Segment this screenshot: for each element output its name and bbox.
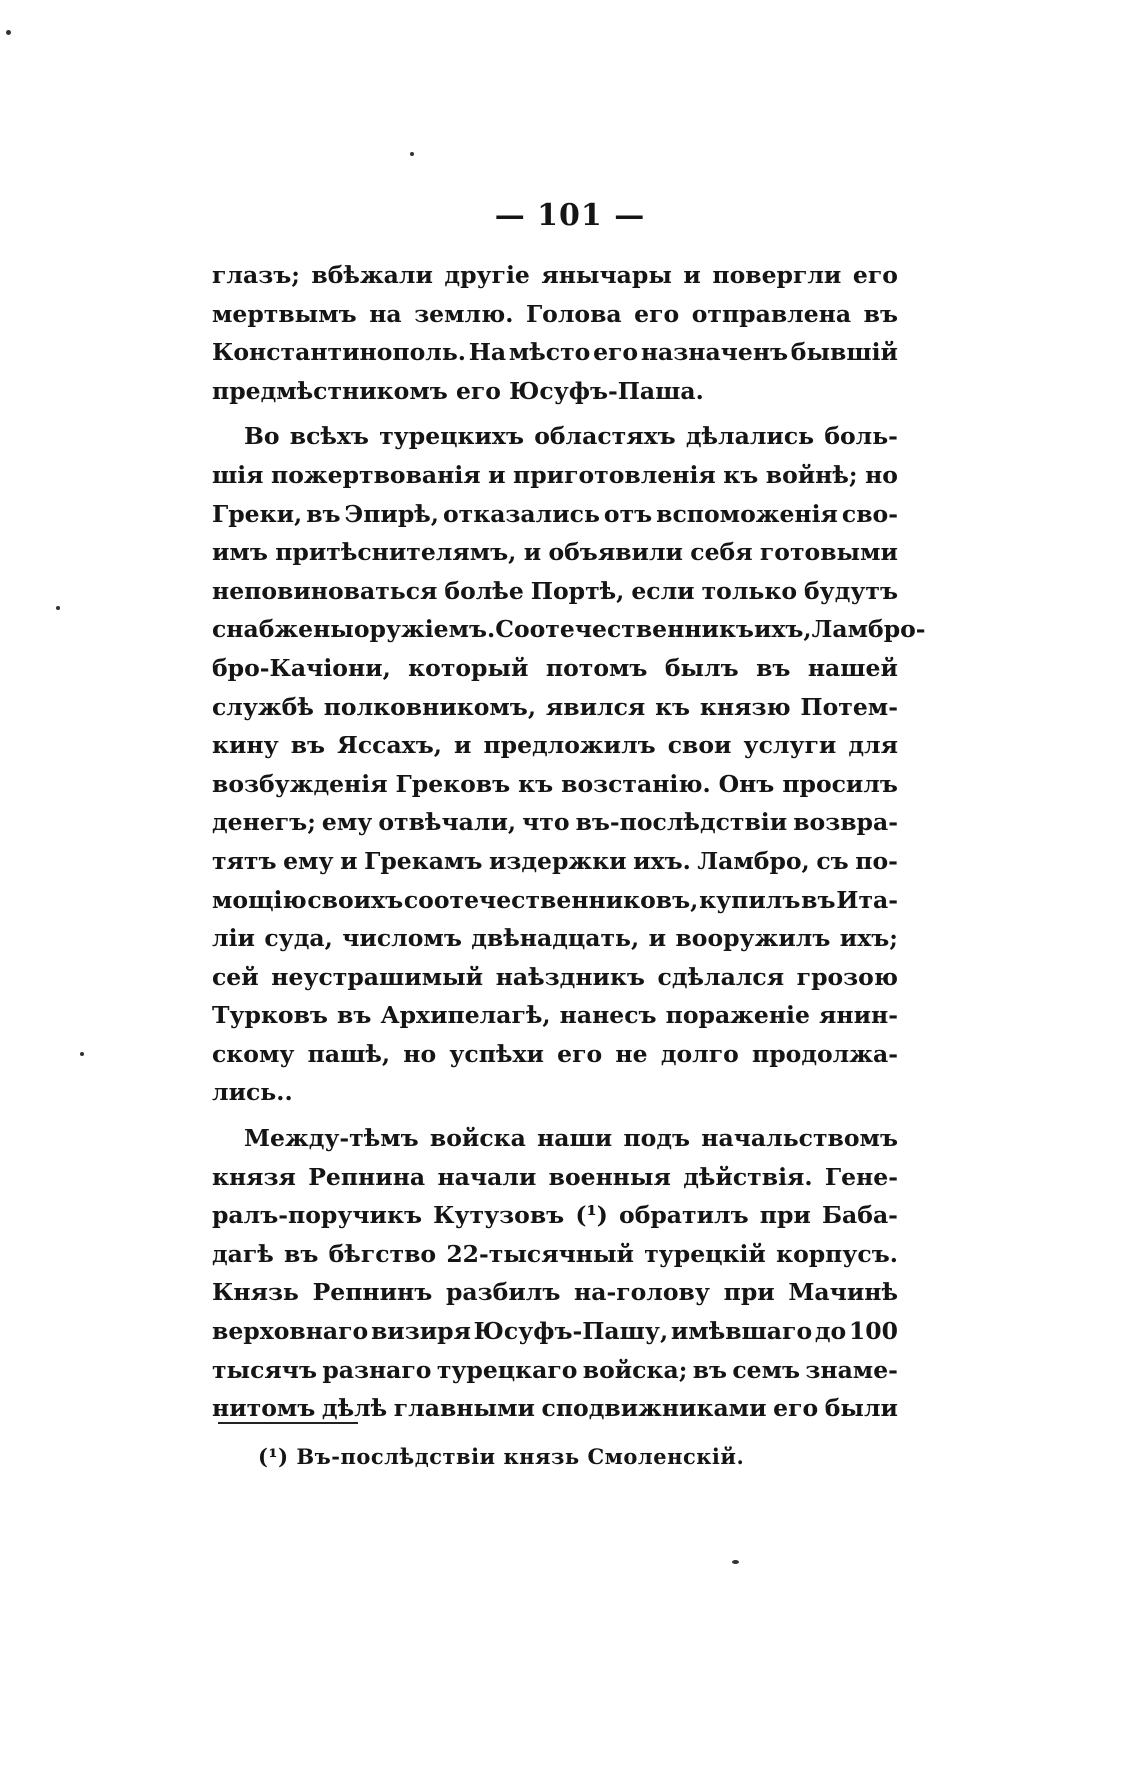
text-line: имъ притѣснителямъ, и объявили себя готовыми bbox=[212, 538, 898, 567]
text-line: дагѣ въ бѣгство 22-тысячный турецкій корпусъ. bbox=[212, 1239, 898, 1268]
text-line: неповиноваться болѣе Портѣ, если только будутъ bbox=[212, 576, 898, 605]
page-number: — 101 — bbox=[494, 198, 646, 233]
scan-speck bbox=[6, 30, 11, 35]
text-line: Греки, въ Эпирѣ, отказались отъ вспоможенія сво- bbox=[212, 499, 898, 528]
text-line: ралъ-поручикъ Кутузовъ (¹) обратилъ при Баба- bbox=[212, 1201, 898, 1230]
text-line: службѣ полковникомъ, явился къ князю Потем- bbox=[212, 692, 898, 721]
scan-speck bbox=[410, 152, 414, 156]
text-line: Константинополь. На мѣсто его назначенъ бывшій bbox=[212, 338, 898, 367]
scan-speck bbox=[732, 1560, 739, 1564]
text-line: кину въ Яссахъ, и предложилъ свои услуги для bbox=[212, 731, 898, 760]
text-line: бро-Качіони, который потомъ былъ въ нашей bbox=[212, 653, 898, 682]
text-line: тысячъ разнаго турецкаго войска; въ семъ знаме- bbox=[212, 1355, 898, 1384]
scan-speck bbox=[80, 1052, 84, 1056]
text-line: глазъ; вбѣжали другіе янычары и повергли его bbox=[212, 261, 898, 289]
footnote: (¹) Въ-послѣдствіи князь Смоленскій. bbox=[258, 1444, 745, 1469]
body-text bbox=[212, 256, 926, 1428]
text-line: Турковъ въ Архипелагѣ, нанесъ пораженіе янин- bbox=[212, 1001, 898, 1030]
text-line: шія пожертвованія и приготовленія къ войнѣ; но bbox=[212, 460, 898, 489]
text-line: верховнаго визиря Юсуфъ-Пашу, имѣвшаго до 100 bbox=[212, 1317, 898, 1346]
text-line: мертвымъ на землю. Голова его отправлена въ bbox=[212, 299, 898, 328]
text-line: снабжены оружіемъ. Соотечественникъ ихъ, Ламбро- bbox=[212, 615, 926, 644]
footnote-rule bbox=[218, 1422, 358, 1424]
text-line: лись.. bbox=[212, 1078, 293, 1107]
text-line: Князь Репнинъ разбилъ на-голову при Мачинѣ bbox=[212, 1278, 898, 1307]
text-line: возбужденія Грековъ къ возстанію. Онъ просилъ bbox=[212, 769, 898, 798]
text-line: мощію своихъ соотечественниковъ, купилъ въ Ита- bbox=[212, 885, 898, 914]
text-line: ліи суда, числомъ двѣнадцать, и вооружилъ ихъ; bbox=[212, 924, 898, 953]
text-line: нитомъ дѣлѣ главными сподвижниками его были bbox=[212, 1394, 898, 1423]
text-line: сей неустрашимый наѣздникъ сдѣлался грозою bbox=[212, 962, 898, 991]
text-line: предмѣстникомъ его Юсуфъ-Паша. bbox=[212, 376, 704, 405]
text-line: Во всѣхъ турецкихъ областяхъ дѣлались боль- bbox=[244, 422, 898, 451]
text-line: князя Репнина начали военныя дѣйствія. Гене- bbox=[212, 1162, 898, 1191]
scan-speck bbox=[56, 606, 60, 610]
text-line: скому пашѣ, но успѣхи его не долго продолжа- bbox=[212, 1039, 898, 1068]
text-line: денегъ; ему отвѣчали, что въ-послѣдствіи возвра- bbox=[212, 808, 898, 837]
text-line: Между-тѣмъ войска наши подъ начальствомъ bbox=[244, 1124, 898, 1153]
text-line: тятъ ему и Грекамъ издержки ихъ. Ламбро, съ по- bbox=[212, 846, 898, 875]
